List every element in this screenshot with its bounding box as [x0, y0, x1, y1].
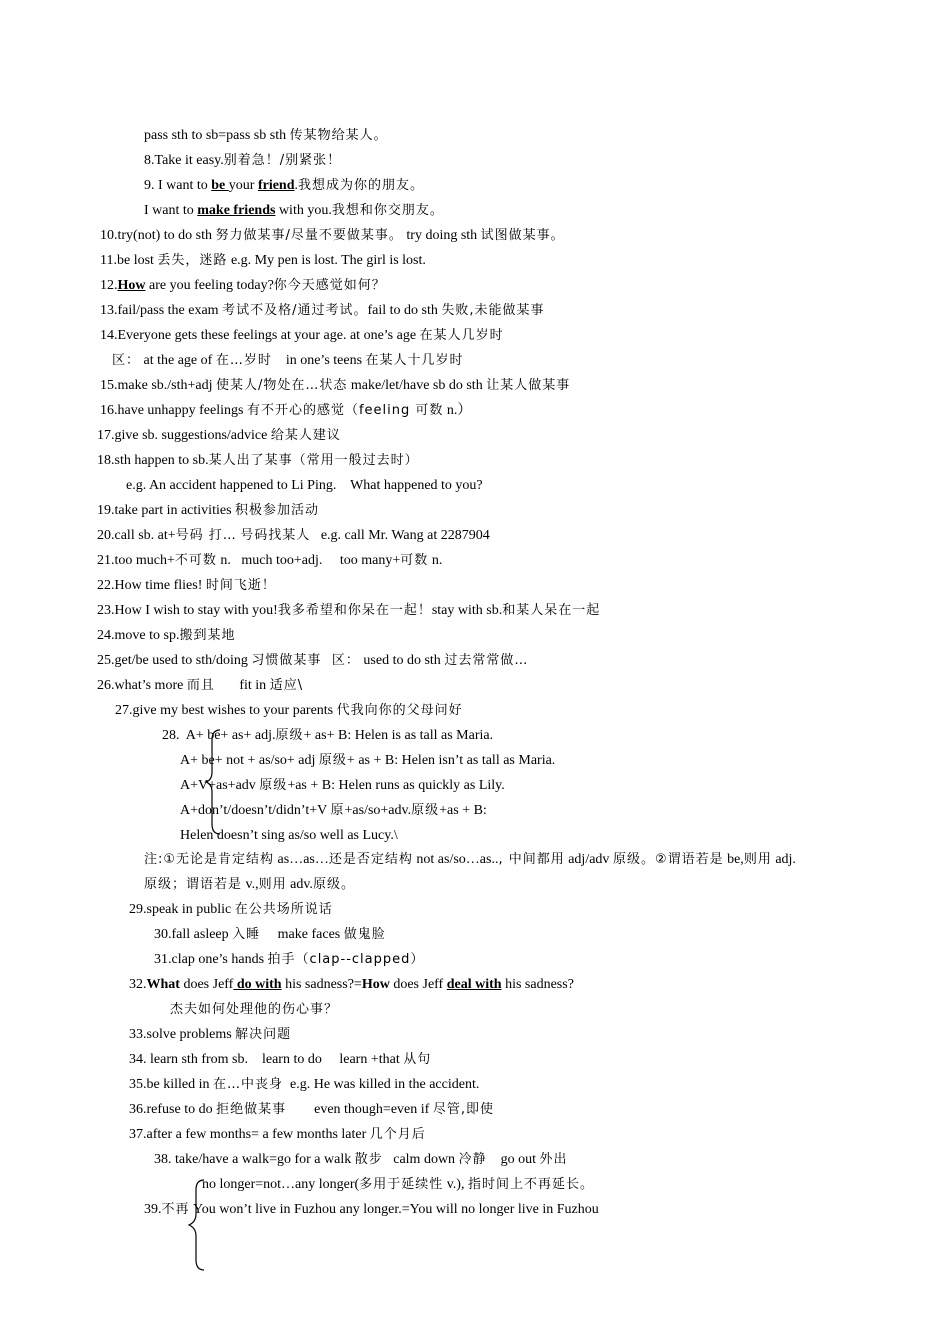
- line-18-example: [126, 476, 483, 496]
- text: 17.give sb. suggestions/advice: [97, 428, 271, 443]
- cjk-text: 我想和你交朋友。: [331, 203, 444, 218]
- cjk-text: 试图做某事。: [480, 228, 565, 243]
- text: e.g. call Mr. Wang at 2287904: [310, 528, 490, 543]
- cjk-text: 让某人做某事: [486, 378, 571, 393]
- text: A+don’t/doesn’t/didn’t+V: [180, 803, 331, 818]
- text: no longer=not…any longer(: [202, 1177, 360, 1192]
- cjk-text: 入睡: [232, 927, 261, 942]
- cjk-text: 注:①无论是肯定结构: [144, 852, 275, 867]
- text: 29.speak in public: [129, 902, 235, 917]
- text: 19.take part in activities: [97, 503, 236, 518]
- text: 22.How time flies!: [97, 578, 206, 593]
- text: be,: [723, 852, 744, 867]
- text: e.g. He was killed in the accident.: [283, 1077, 480, 1092]
- line-19: [97, 501, 319, 521]
- line-no-longer: [202, 1175, 594, 1195]
- text: does Jeff: [389, 977, 447, 992]
- text: 33.solve problems: [129, 1027, 236, 1042]
- text: at the age of: [140, 353, 216, 368]
- line-17: [97, 426, 341, 446]
- text: 12.: [100, 278, 118, 293]
- text: fail to do sth: [367, 303, 442, 318]
- text: 21.too much+: [97, 553, 175, 568]
- text: go out: [486, 1152, 540, 1167]
- line-39: [144, 1200, 599, 1220]
- bold-underline: deal with: [446, 977, 502, 992]
- cjk-text: 几个月后: [369, 1127, 426, 1142]
- text: does Jeff: [179, 977, 234, 992]
- cjk-text: 我想成为你的朋友。: [298, 178, 425, 193]
- text: +as/so+adv.: [344, 803, 412, 818]
- cjk-text: 散步: [354, 1152, 383, 1167]
- text: 14.Everyone gets these feelings at your age. at one’s age: [100, 328, 420, 343]
- line-24: [97, 626, 235, 646]
- cjk-text: 拍手: [267, 952, 296, 967]
- line-make-friends: [144, 201, 444, 221]
- text: .: [294, 178, 298, 193]
- text: e.g. An accident happened to Li Ping. What happened to you?: [126, 478, 483, 493]
- text: 26.what’s more: [97, 678, 187, 693]
- cjk-text: , 中间都用: [498, 852, 565, 867]
- cjk-text: 考试不及格/通过考试。: [222, 303, 368, 318]
- line-note-2: [144, 875, 355, 895]
- text: 34. learn sth from sb. learn to do learn +that: [129, 1052, 404, 1067]
- text: 27.give my best wishes to your parents: [115, 703, 337, 718]
- cjk-text: 使某人/物处在…状态: [216, 378, 348, 393]
- text: as…as…: [274, 852, 329, 867]
- line-31: [154, 950, 424, 970]
- line-be-your-friend: [144, 176, 424, 196]
- cjk-text: 不再: [161, 1202, 190, 1217]
- text: +as + B:: [439, 803, 487, 818]
- cjk-text: 原级；谓语若是: [144, 877, 243, 892]
- text: 16.have unhappy feelings: [100, 403, 247, 418]
- cjk-text: 拒绝做某事: [216, 1102, 287, 1117]
- text: 8.Take it easy.: [144, 153, 224, 168]
- cjk-text: 你今天感觉如何？: [273, 278, 386, 293]
- text: + as + B: Helen isn’t as tall as Maria.: [346, 753, 556, 768]
- text: e.g. My pen is lost. The girl is lost.: [227, 253, 426, 268]
- cjk-text: 而且: [186, 678, 215, 693]
- text: used to do sth: [359, 653, 445, 668]
- text: v.,: [242, 877, 259, 892]
- text: 13.fail/pass the exam: [100, 303, 223, 318]
- text: 24.move to sp.: [97, 628, 180, 643]
- text: his sadness?=: [281, 977, 362, 992]
- line-36: [129, 1100, 494, 1120]
- text: n.: [428, 553, 443, 568]
- line-14: [100, 326, 504, 346]
- cjk-text: 给某人建议: [270, 428, 341, 443]
- left-brace: [186, 1178, 208, 1272]
- text: 20.call sb. at+: [97, 528, 176, 543]
- cjk-text: 有不开心的感觉: [246, 403, 345, 418]
- cjk-text: 原级: [318, 753, 347, 768]
- text: adj.: [771, 852, 796, 867]
- text: v.),: [443, 1177, 468, 1192]
- cjk-text: 原级。②谓语若是: [612, 852, 724, 867]
- text: n. much too+adj. too many+: [216, 553, 401, 568]
- bold-underline: friend: [257, 178, 295, 193]
- cjk-text: 和某人呆在一起: [502, 603, 601, 618]
- text: 28. A+ be+ as+ adj.: [162, 728, 276, 743]
- cjk-text: 习惯做某事: [251, 653, 322, 668]
- line-30: [154, 925, 386, 945]
- text: 30.fall asleep: [154, 927, 233, 942]
- bold-text: What: [146, 977, 180, 992]
- cjk-text: 原级: [275, 728, 304, 743]
- cjk-text: 可数: [415, 403, 444, 418]
- line-22: [97, 576, 276, 596]
- text: make/let/have sb do sth: [347, 378, 487, 393]
- text: I want to: [144, 203, 198, 218]
- text: make faces: [260, 927, 344, 942]
- line-13: [100, 301, 545, 321]
- text: fit in: [214, 678, 270, 693]
- cjk-text: 号码找某人: [240, 528, 311, 543]
- cjk-text: 多用于延续性: [359, 1177, 444, 1192]
- line-16: [100, 401, 471, 421]
- text: 37.after a few months= a few months later: [129, 1127, 370, 1142]
- line-pass-sth: [144, 126, 388, 146]
- text: are you feeling today?: [145, 278, 274, 293]
- cjk-text: 搬到某地: [179, 628, 236, 643]
- text: with you.: [275, 203, 332, 218]
- line-32: [129, 975, 574, 995]
- text: + as+ B: Helen is as tall as Maria.: [303, 728, 494, 743]
- cjk-text: 外出: [539, 1152, 568, 1167]
- cjk-text: 在某人几岁时: [419, 328, 504, 343]
- text: +as + B: Helen runs as quickly as Lily.: [287, 778, 505, 793]
- cjk-text: 代我向你的父母问好: [336, 703, 463, 718]
- text: 18.sth happen to sb.: [97, 453, 209, 468]
- text: even though=even if: [286, 1102, 433, 1117]
- line-11: [100, 251, 426, 271]
- cjk-text: 在…中丧身: [213, 1077, 284, 1092]
- text: 35.be killed in: [129, 1077, 213, 1092]
- text: n.）: [443, 403, 472, 418]
- cjk-text: 过去常常做…: [444, 653, 529, 668]
- line-23: [97, 601, 600, 621]
- cjk-text: 丢失，迷路: [157, 253, 228, 268]
- cjk-text: 传某物给某人。: [289, 128, 388, 143]
- cjk-text: 则用: [258, 877, 287, 892]
- cjk-text: 解决问题: [235, 1027, 292, 1042]
- cjk-text: 杰夫如何处理他的伤心事？: [170, 1002, 339, 1017]
- cjk-text: 号码 打…: [175, 528, 237, 543]
- line-take-it-easy: [144, 151, 341, 171]
- line-14-note: [112, 351, 464, 371]
- text: pass sth to sb=pass sb sth: [144, 128, 290, 143]
- text: A+V+as+adv: [180, 778, 260, 793]
- line-18: [97, 451, 419, 471]
- cjk-text: 时间飞逝！: [205, 578, 276, 593]
- text: 39.: [144, 1202, 162, 1217]
- cjk-text: 别着急！/别紧张！: [223, 153, 342, 168]
- line-27: [115, 701, 463, 721]
- line-25: [97, 651, 528, 671]
- cjk-text: 区：: [112, 353, 141, 368]
- text: 15.make sb./sth+adj: [100, 378, 216, 393]
- text: A+ be+ not + as/so+ adj: [180, 753, 319, 768]
- cjk-text: 做鬼脸: [343, 927, 386, 942]
- cjk-text: 原级: [411, 803, 440, 818]
- text: in one’s teens: [271, 353, 366, 368]
- cjk-text: 我多希望和你呆在一起！: [277, 603, 432, 618]
- line-28c: [180, 776, 505, 796]
- cjk-text: 不可数: [174, 553, 217, 568]
- text: 25.get/be used to sth/doing: [97, 653, 252, 668]
- text: 10.try(not) to do sth: [100, 228, 216, 243]
- line-38: [154, 1150, 567, 1170]
- text: 31.clap one’s hands: [154, 952, 268, 967]
- cjk-text: 原级。: [312, 877, 355, 892]
- bold-underline: do with: [233, 977, 282, 992]
- cjk-text: 原: [330, 803, 345, 818]
- cjk-text: 在公共场所说话: [234, 902, 333, 917]
- cjk-text: （feeling: [344, 403, 416, 418]
- text: 32.: [129, 977, 147, 992]
- text: 38. take/have a walk=go for a walk: [154, 1152, 355, 1167]
- cjk-text: 原级: [259, 778, 288, 793]
- cjk-text: （clap--clapped）: [295, 952, 425, 967]
- cjk-text: 尽管,即使: [432, 1102, 494, 1117]
- text: 23.How I wish to stay with you!: [97, 603, 278, 618]
- text: 9. I want to: [144, 178, 212, 193]
- cjk-text: 某人出了某事（常用一般过去时）: [208, 453, 419, 468]
- cjk-text: 还是否定结构: [328, 852, 413, 867]
- line-26: [97, 676, 303, 696]
- text: 36.refuse to do: [129, 1102, 217, 1117]
- cjk-text: 在…岁时: [215, 353, 272, 368]
- line-29: [129, 900, 333, 920]
- line-20: [97, 526, 490, 546]
- line-10: [100, 226, 565, 246]
- text: try doing sth: [402, 228, 481, 243]
- text: adv.: [286, 877, 313, 892]
- line-33: [129, 1025, 291, 1045]
- cjk-text: 可数: [400, 553, 429, 568]
- cjk-text: 努力做某事/尽量不要做某事。: [215, 228, 403, 243]
- line-37: [129, 1125, 426, 1145]
- line-note-1: [144, 850, 796, 870]
- text: You won’t live in Fuzhou any longer.=You will no longer live in Fuzhou: [189, 1202, 599, 1217]
- cjk-text: 适应\: [269, 678, 304, 693]
- cjk-text: 指时间上不再延长。: [467, 1177, 594, 1192]
- cjk-text: 从句: [403, 1052, 432, 1067]
- cjk-text: 积极参加活动: [235, 503, 320, 518]
- cjk-text: 在某人十几岁时: [365, 353, 464, 368]
- line-34: [129, 1050, 431, 1070]
- bold-underline: be: [211, 178, 229, 193]
- text: 11.be lost: [100, 253, 158, 268]
- cjk-text: 区：: [331, 653, 360, 668]
- text: calm down: [382, 1152, 459, 1167]
- text: adj/adv: [564, 852, 613, 867]
- cjk-text: 冷静: [458, 1152, 487, 1167]
- text: not as/so…as..: [412, 852, 499, 867]
- bold-underline: How: [117, 278, 146, 293]
- cjk-text: 失败,未能做某事: [441, 303, 545, 318]
- text: your: [228, 178, 258, 193]
- left-brace: [204, 728, 224, 836]
- line-32-translation: [170, 1000, 338, 1020]
- cjk-text: 则用: [743, 852, 772, 867]
- text: his sadness?: [501, 977, 574, 992]
- text: [321, 653, 332, 668]
- line-12: [100, 276, 386, 296]
- text: stay with sb.: [431, 603, 503, 618]
- line-28b: [180, 751, 555, 771]
- line-28d: [180, 801, 487, 821]
- bold-underline: make friends: [197, 203, 276, 218]
- line-21: [97, 551, 442, 571]
- text: Helen doesn’t sing as/so well as Lucy.\: [180, 828, 398, 843]
- bold-text: How: [361, 977, 390, 992]
- line-15: [100, 376, 570, 396]
- line-35: [129, 1075, 479, 1095]
